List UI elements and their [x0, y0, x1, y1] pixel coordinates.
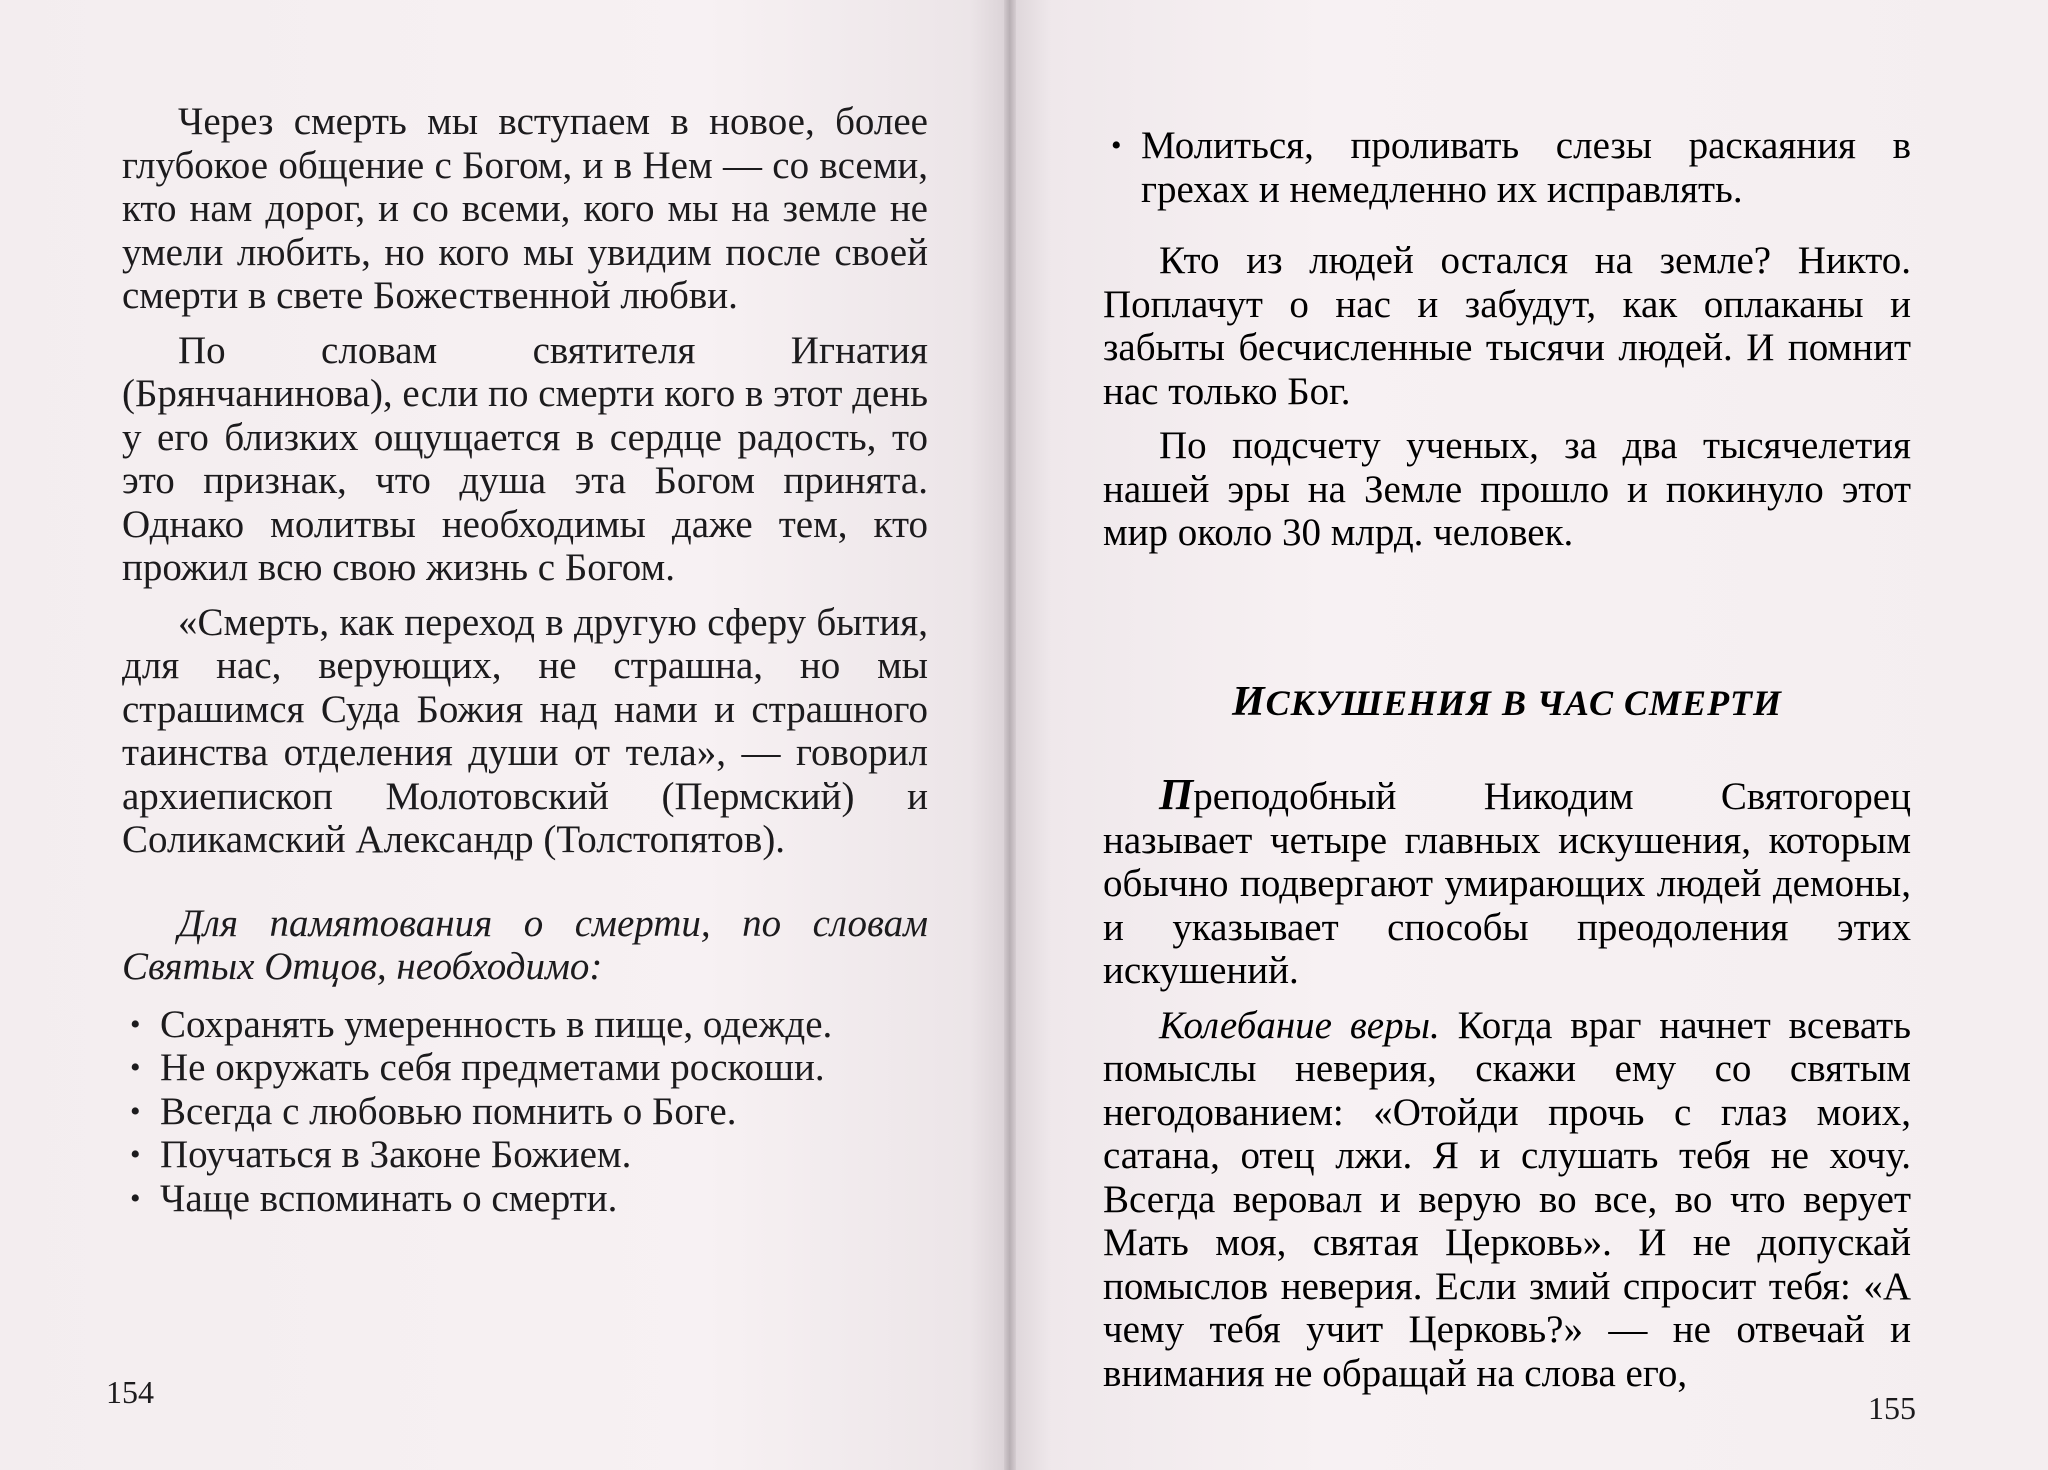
heading-initial: И: [1231, 678, 1266, 725]
paragraph: Через смерть мы вступаем в новое, более глубокое общение с Богом, и в Нем — со всеми, кто нам дорог, и со всеми, кого мы на земле не умели любить, но кого мы увидим после своей смерти в свете Божественной любви.: [122, 100, 928, 317]
right-page-text: [1103, 110, 1911, 1395]
list-item: • Поучаться в Законе Божием.: [122, 1133, 928, 1177]
list-item: • Не окружать себя предметами роскоши.: [122, 1046, 928, 1090]
book-gutter: [1004, 0, 1016, 1470]
heading-rest: СКУШЕНИЯ В ЧАС СМЕРТИ: [1265, 682, 1783, 723]
paragraph: По словам святителя Игнатия (Брянчанинова), если по смерти кого в этот день у его близких ощущается в сердце радость, то это признак, что душа эта Богом принята. Однако молитвы необходимы даже тем, кто прожил всю свою жизнь с Богом.: [122, 328, 928, 589]
list-item: • Молиться, проливать слезы раскаяния в грехах и немедленно их исправлять.: [1103, 124, 1911, 211]
italic-lead: Колебание веры.: [1159, 1003, 1440, 1047]
section-heading: [1103, 678, 1911, 726]
left-page: [0, 0, 1010, 1470]
page-number-left: 154: [106, 1374, 154, 1410]
paragraph-text: Когда враг начнет всевать помыслы неверия, скажи ему со святым негодованием: «Отойди прочь с глаз моих, сатана, отец лжи. Я и слушать тебя не хочу. Всегда веровал и верую во все, во что верует Мать моя, святая Церковь». И не допускай помыслов неверия. Если змий спросит тебя: «А чему тебя учит Церковь?» — не отвечай и внимания не обращай на слова его,: [1103, 1003, 1911, 1395]
left-page-text: [122, 100, 928, 1220]
bullet-list: [1103, 124, 1911, 211]
paragraph-text: реподобный Никодим Святогорец называет четыре главных искушения, которым обычно подвергают умирающих людей демоны, и указывает способы преодоления этих искушений.: [1103, 775, 1911, 992]
bullet-list: [122, 1003, 928, 1221]
italic-intro: Для памятования о смерти, по словам Святых Отцов, необходимо:: [122, 901, 928, 988]
page-number-right: 155: [1868, 1390, 1916, 1426]
list-item: • Чаще вспоминать о смерти.: [122, 1177, 928, 1221]
paragraph: [1103, 770, 1911, 993]
list-item: • Всегда с любовью помнить о Боге.: [122, 1090, 928, 1134]
paragraph: «Смерть, как переход в другую сферу бытия, для нас, верующих, не страшна, но мы страшимся Суда Божия над нами и страшного таинства отделения души от тела», — говорил архиепископ Молотовский (Пермский) и Соликамский Александр (Толстопятов).: [122, 600, 928, 861]
paragraph: [1103, 1004, 1911, 1396]
list-item: • Сохранять умеренность в пище, одежде.: [122, 1003, 928, 1047]
paragraph: По подсчету ученых, за два тысячелетия нашей эры на Земле прошло и покинуло этот мир около 30 млрд. человек.: [1103, 424, 1911, 554]
paragraph: Кто из людей остался на земле? Никто. Поплачут о нас и забудут, как оплаканы и забыты бесчисленные тысячи людей. И помнит нас только Бог.: [1103, 239, 1911, 413]
drop-cap: П: [1159, 770, 1194, 819]
